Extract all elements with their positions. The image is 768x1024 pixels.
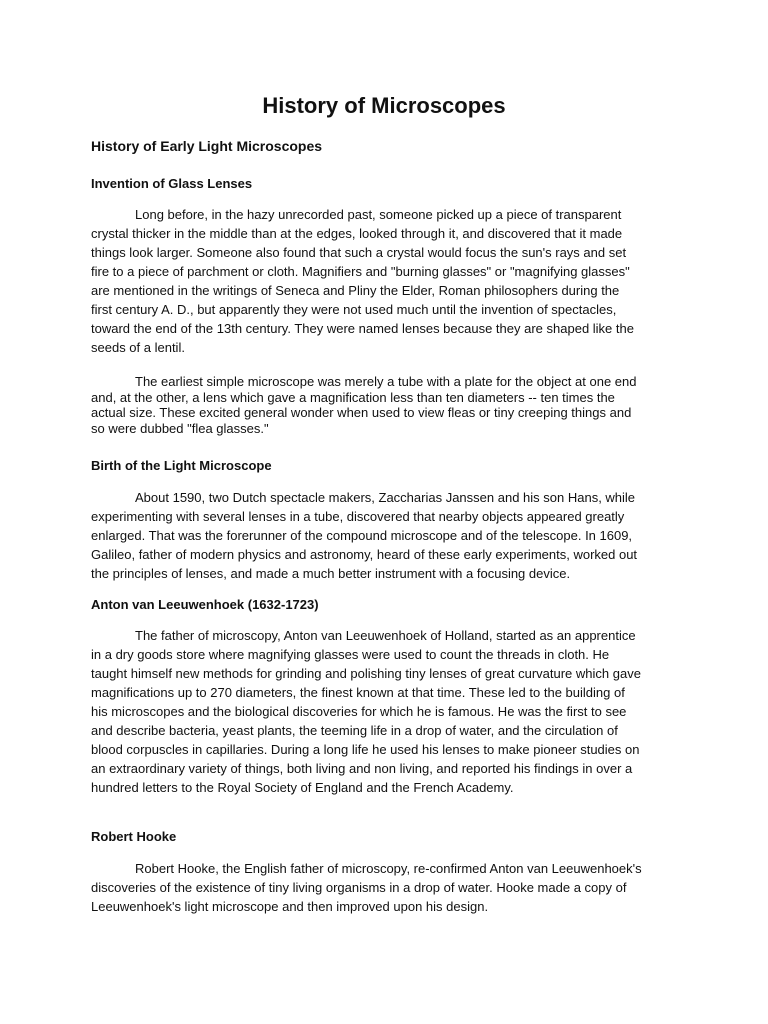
text-line: Galileo, father of modern physics and astronomy, heard of these early experiments, worked out <box>91 547 638 562</box>
text-line: About 1590, two Dutch spectacle makers, Zaccharias Janssen and his son Hans, while <box>135 490 636 505</box>
text-line: things look larger. Someone also found that such a crystal would focus the sun's rays and set <box>91 245 627 260</box>
text-line: an extraordinary variety of things, both living and non living, and reported his findings in over a <box>91 761 633 776</box>
heading-invention: Invention of Glass Lenses <box>91 176 253 191</box>
heading-hooke: Robert Hooke <box>91 829 177 844</box>
text-line: his microscopes and the biological discoveries for which he is famous. He was the first to see <box>91 704 627 719</box>
text-line: and, at the other, a lens which gave a magnification less than ten diameters -- ten times the <box>91 389 615 405</box>
paragraph-leeuwenhoek-1 <box>91 626 671 797</box>
text-line: The father of microscopy, Anton van Leeuwenhoek of Holland, started as an apprentice <box>135 628 636 643</box>
text-line: fire to a piece of parchment or cloth. Magnifiers and "burning glasses" or "magnifying glasses" <box>91 264 630 279</box>
text-line: The earliest simple microscope was merely a tube with a plate for the object at one end <box>135 374 637 389</box>
section-title: History of Early Light Microscopes <box>91 138 323 154</box>
text-line: actual size. These excited general wonder when used to view fleas or tiny creeping things and <box>91 405 632 420</box>
text-line: so were dubbed "flea glasses." <box>91 420 269 436</box>
text-line: Leeuwenhoek's light microscope and then improved upon his design. <box>91 899 489 914</box>
text-line: are mentioned in the writings of Seneca and Pliny the Elder, Roman philosophers during the <box>91 283 620 298</box>
heading-leeuwenhoek: Anton van Leeuwenhoek (1632-1723) <box>91 597 319 612</box>
text-line: Robert Hooke, the English father of microscopy, re-confirmed Anton van Leeuwenhoek's <box>135 861 642 876</box>
text-line: crystal thicker in the middle than at the edges, looked through it, and discovered that it made <box>91 226 623 241</box>
text-line: in a dry goods store where magnifying glasses were used to count the threads in cloth. He <box>91 647 610 662</box>
text-line: blood corpuscles in capillaries. During a long life he used his lenses to make pioneer studies on <box>91 742 640 757</box>
text-line: taught himself new methods for grinding and polishing tiny lenses of great curvature which gave <box>91 666 641 681</box>
text-line: Long before, in the hazy unrecorded past, someone picked up a piece of transparent <box>135 207 622 222</box>
text-line: the principles of lenses, and made a much better instrument with a focusing device. <box>91 566 571 581</box>
paragraph-birth-1 <box>91 488 671 583</box>
heading-birth: Birth of the Light Microscope <box>91 458 272 473</box>
document-title: History of Microscopes <box>262 93 506 118</box>
paragraph-invention-2 <box>91 374 671 436</box>
text-line: and describe bacteria, yeast plants, the teeming life in a drop of water, and the circulation of <box>91 723 618 738</box>
text-line: first century A. D., but apparently they were not used much until the invention of spectacles, <box>91 302 617 317</box>
text-line: enlarged. That was the forerunner of the compound microscope and of the telescope. In 1609, <box>91 528 633 543</box>
text-line: seeds of a lentil. <box>91 340 185 355</box>
text-line: hundred letters to the Royal Society of England and the French Academy. <box>91 780 514 795</box>
text-line: toward the end of the 13th century. They were named lenses because they are shaped like the <box>91 321 634 336</box>
paragraph-invention-1 <box>91 205 671 357</box>
text-line: magnifications up to 270 diameters, the finest known at that time. These led to the building of <box>91 685 625 700</box>
text-line: discoveries of the existence of tiny living organisms in a drop of water. Hooke made a copy of <box>91 880 627 895</box>
text-line: experimenting with several lenses in a tube, discovered that nearby objects appeared greatly <box>91 509 625 524</box>
paragraph-hooke-1 <box>91 859 671 916</box>
